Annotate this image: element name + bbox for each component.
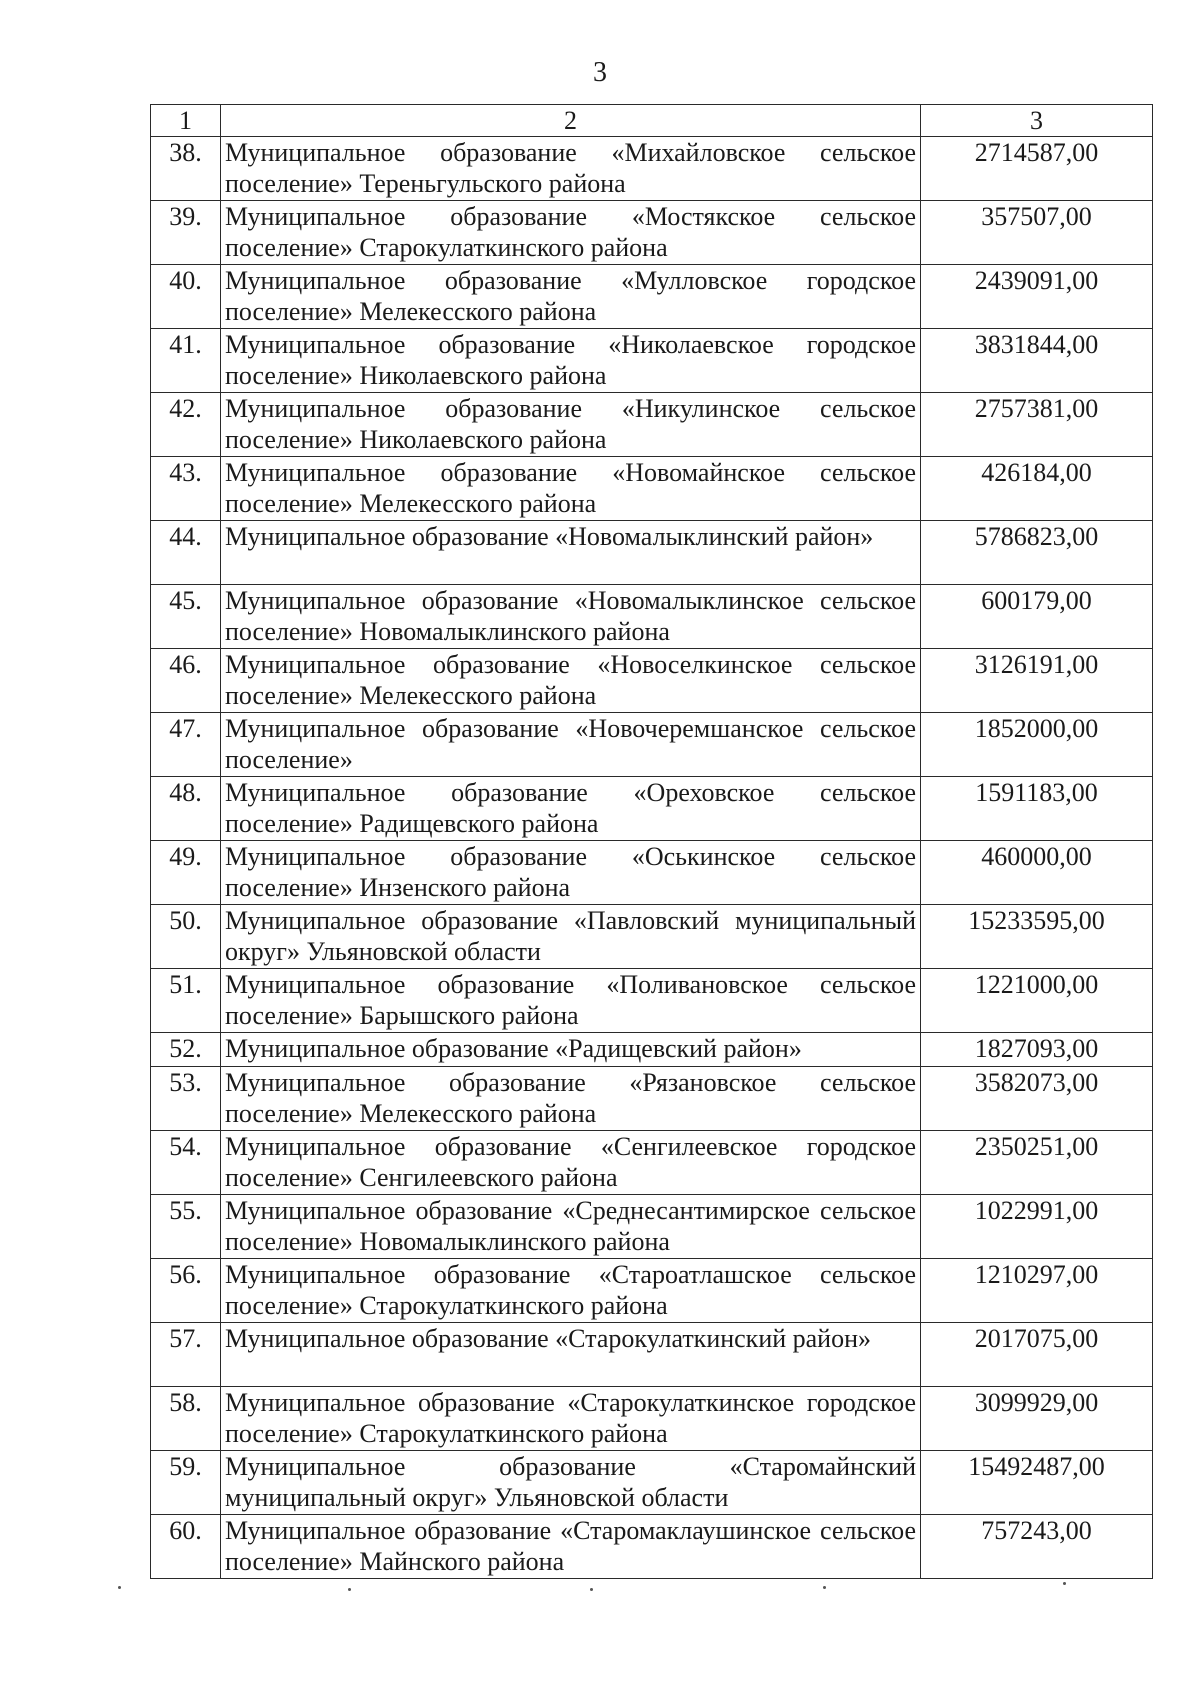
allocation-amount: 600179,00	[921, 585, 1153, 649]
table-row	[151, 649, 1153, 713]
municipality-name: Муниципальное образование «Павловский муниципальный округ» Ульяновской области	[221, 905, 921, 969]
table-row	[151, 905, 1153, 969]
municipality-name: Муниципальное образование «Новоселкинское сельское поселение» Мелекесского района	[221, 649, 921, 713]
row-number: 57.	[151, 1323, 221, 1387]
row-number: 38.	[151, 137, 221, 201]
allocation-amount: 3582073,00	[921, 1067, 1153, 1131]
municipality-name: Муниципальное образование «Ореховское сельское поселение» Радищевского района	[221, 777, 921, 841]
allocation-amount: 2350251,00	[921, 1131, 1153, 1195]
municipality-name: Муниципальное образование «Старокулаткинский район»	[221, 1323, 921, 1387]
allocation-amount: 3831844,00	[921, 329, 1153, 393]
table-row	[151, 1195, 1153, 1259]
municipality-name: Муниципальное образование «Рязановское сельское поселение» Мелекесского района	[221, 1067, 921, 1131]
row-number: 58.	[151, 1387, 221, 1451]
table-row	[151, 457, 1153, 521]
allocation-amount: 15492487,00	[921, 1451, 1153, 1515]
allocation-amount: 460000,00	[921, 841, 1153, 905]
table-row	[151, 329, 1153, 393]
table-header-row	[151, 105, 1153, 137]
municipality-name: Муниципальное образование «Старокулаткинское городское поселение» Старокулаткинского района	[221, 1387, 921, 1451]
row-number: 60.	[151, 1515, 221, 1579]
table-row	[151, 1131, 1153, 1195]
municipality-name: Муниципальное образование «Никулинское сельское поселение» Николаевского района	[221, 393, 921, 457]
table-row	[151, 393, 1153, 457]
allocation-amount: 1022991,00	[921, 1195, 1153, 1259]
table-row	[151, 585, 1153, 649]
row-number: 46.	[151, 649, 221, 713]
allocation-amount: 1852000,00	[921, 713, 1153, 777]
table-row	[151, 969, 1153, 1033]
column-header-name: 2	[221, 105, 921, 137]
table-row	[151, 841, 1153, 905]
row-number: 53.	[151, 1067, 221, 1131]
municipality-name: Муниципальное образование «Мулловское городское поселение» Мелекесского района	[221, 265, 921, 329]
allocation-amount: 1210297,00	[921, 1259, 1153, 1323]
row-number: 45.	[151, 585, 221, 649]
column-header-amount: 3	[921, 105, 1153, 137]
row-number: 50.	[151, 905, 221, 969]
allocation-table	[150, 104, 1153, 1579]
allocation-amount: 15233595,00	[921, 905, 1153, 969]
page-number: 3	[593, 57, 607, 88]
row-number: 49.	[151, 841, 221, 905]
municipality-name: Муниципальное образование «Новомалыклинский район»	[221, 521, 921, 585]
allocation-amount: 5786823,00	[921, 521, 1153, 585]
row-number: 55.	[151, 1195, 221, 1259]
allocation-amount: 757243,00	[921, 1515, 1153, 1579]
allocation-amount: 357507,00	[921, 201, 1153, 265]
scan-artifacts	[0, 1580, 1200, 1590]
column-header-number: 1	[151, 105, 221, 137]
allocation-amount: 1591183,00	[921, 777, 1153, 841]
row-number: 52.	[151, 1033, 221, 1067]
municipality-name: Муниципальное образование «Новочеремшанское сельское поселение»	[221, 713, 921, 777]
row-number: 41.	[151, 329, 221, 393]
municipality-name: Муниципальное образование «Сенгилеевское городское поселение» Сенгилеевского района	[221, 1131, 921, 1195]
row-number: 40.	[151, 265, 221, 329]
table-row	[151, 1515, 1153, 1579]
row-number: 47.	[151, 713, 221, 777]
table-row	[151, 1387, 1153, 1451]
row-number: 56.	[151, 1259, 221, 1323]
municipality-name: Муниципальное образование «Мостякское сельское поселение» Старокулаткинского района	[221, 201, 921, 265]
table-row	[151, 713, 1153, 777]
municipality-name: Муниципальное образование «Радищевский район»	[221, 1033, 921, 1067]
table-row	[151, 521, 1153, 585]
municipality-name: Муниципальное образование «Староатлашское сельское поселение» Старокулаткинского района	[221, 1259, 921, 1323]
allocation-amount: 2017075,00	[921, 1323, 1153, 1387]
table-row	[151, 201, 1153, 265]
row-number: 39.	[151, 201, 221, 265]
row-number: 43.	[151, 457, 221, 521]
municipality-name: Муниципальное образование «Новомайнское сельское поселение» Мелекесского района	[221, 457, 921, 521]
municipality-name: Муниципальное образование «Николаевское городское поселение» Николаевского района	[221, 329, 921, 393]
allocation-amount: 2439091,00	[921, 265, 1153, 329]
allocation-amount: 1827093,00	[921, 1033, 1153, 1067]
row-number: 51.	[151, 969, 221, 1033]
table-row	[151, 1323, 1153, 1387]
table-row	[151, 1259, 1153, 1323]
allocation-amount: 3099929,00	[921, 1387, 1153, 1451]
table-row	[151, 1451, 1153, 1515]
row-number: 48.	[151, 777, 221, 841]
table-row	[151, 1033, 1153, 1067]
allocation-amount: 426184,00	[921, 457, 1153, 521]
allocation-amount: 2714587,00	[921, 137, 1153, 201]
municipality-name: Муниципальное образование «Михайловское сельское поселение» Тереньгульского района	[221, 137, 921, 201]
municipality-name: Муниципальное образование «Среднесантимирское сельское поселение» Новомалыклинского района	[221, 1195, 921, 1259]
municipality-name: Муниципальное образование «Старомайнский муниципальный округ» Ульяновской области	[221, 1451, 921, 1515]
row-number: 59.	[151, 1451, 221, 1515]
row-number: 42.	[151, 393, 221, 457]
municipality-name: Муниципальное образование «Старомаклаушинское сельское поселение» Майнского района	[221, 1515, 921, 1579]
table-row	[151, 1067, 1153, 1131]
municipality-name: Муниципальное образование «Новомалыклинское сельское поселение» Новомалыклинского района	[221, 585, 921, 649]
table-row	[151, 777, 1153, 841]
municipality-name: Муниципальное образование «Оськинское сельское поселение» Инзенского района	[221, 841, 921, 905]
table-row	[151, 137, 1153, 201]
allocation-amount: 3126191,00	[921, 649, 1153, 713]
table-row	[151, 265, 1153, 329]
row-number: 44.	[151, 521, 221, 585]
allocation-amount: 1221000,00	[921, 969, 1153, 1033]
municipality-name: Муниципальное образование «Поливановское сельское поселение» Барышского района	[221, 969, 921, 1033]
row-number: 54.	[151, 1131, 221, 1195]
allocation-amount: 2757381,00	[921, 393, 1153, 457]
